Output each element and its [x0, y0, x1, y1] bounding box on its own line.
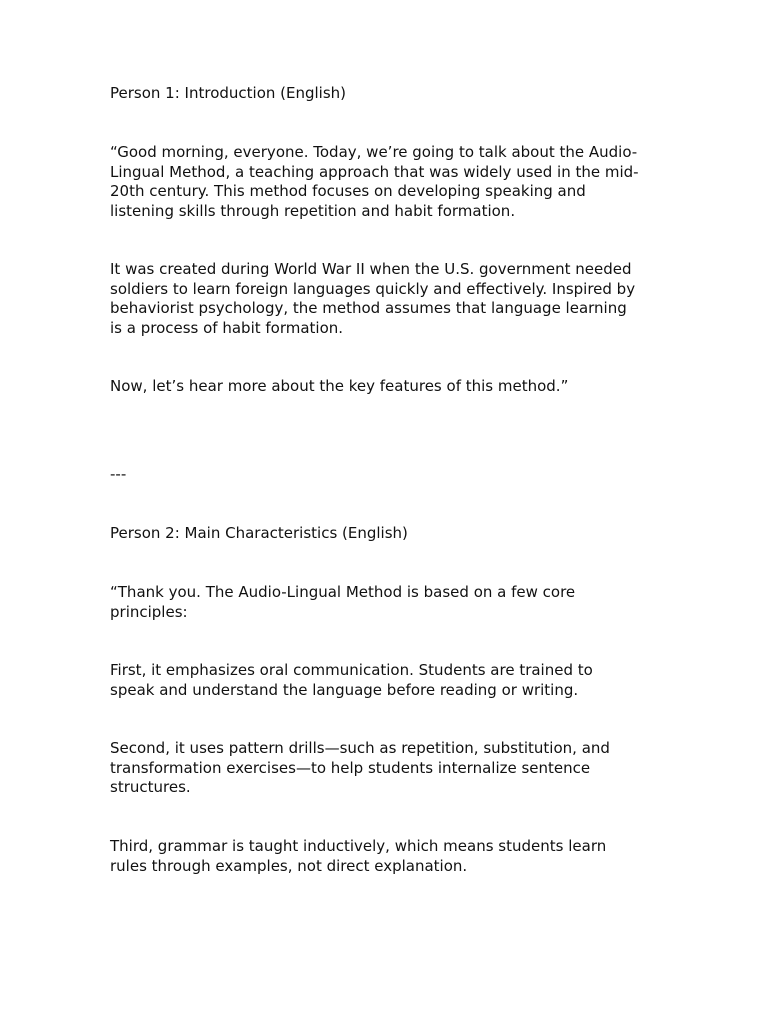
speaker-heading: Person 2: Main Characteristics (English): [110, 524, 408, 542]
paragraph: Now, let’s hear more about the key features of this method.”: [110, 377, 569, 395]
section-divider: ---: [110, 465, 127, 483]
paragraph: It was created during World War II when the U.S. government needed soldiers to learn foreign languages quickly and effectively. Inspired by behaviorist psychology, the method assumes that language learning is a process of habit formation.: [110, 260, 636, 337]
paragraph: Third, grammar is taught inductively, which means students learn rules through examples, not direct explanation.: [110, 837, 607, 875]
paragraph: “Thank you. The Audio-Lingual Method is based on a few core principles:: [110, 583, 576, 621]
paragraph: First, it emphasizes oral communication. Students are trained to speak and understand the language before reading or writing.: [110, 661, 593, 699]
speaker-heading: Person 1: Introduction (English): [110, 84, 347, 102]
paragraph: “Good morning, everyone. Today, we’re going to talk about the Audio- Lingual Method, a teaching approach that was widely used in the mid- 20th century. This method focuses on developing speaking and listening skills through repetition and habit formation.: [110, 143, 639, 220]
paragraph: Second, it uses pattern drills—such as repetition, substitution, and transformation exercises—to help students internalize sentence structures.: [110, 739, 610, 797]
